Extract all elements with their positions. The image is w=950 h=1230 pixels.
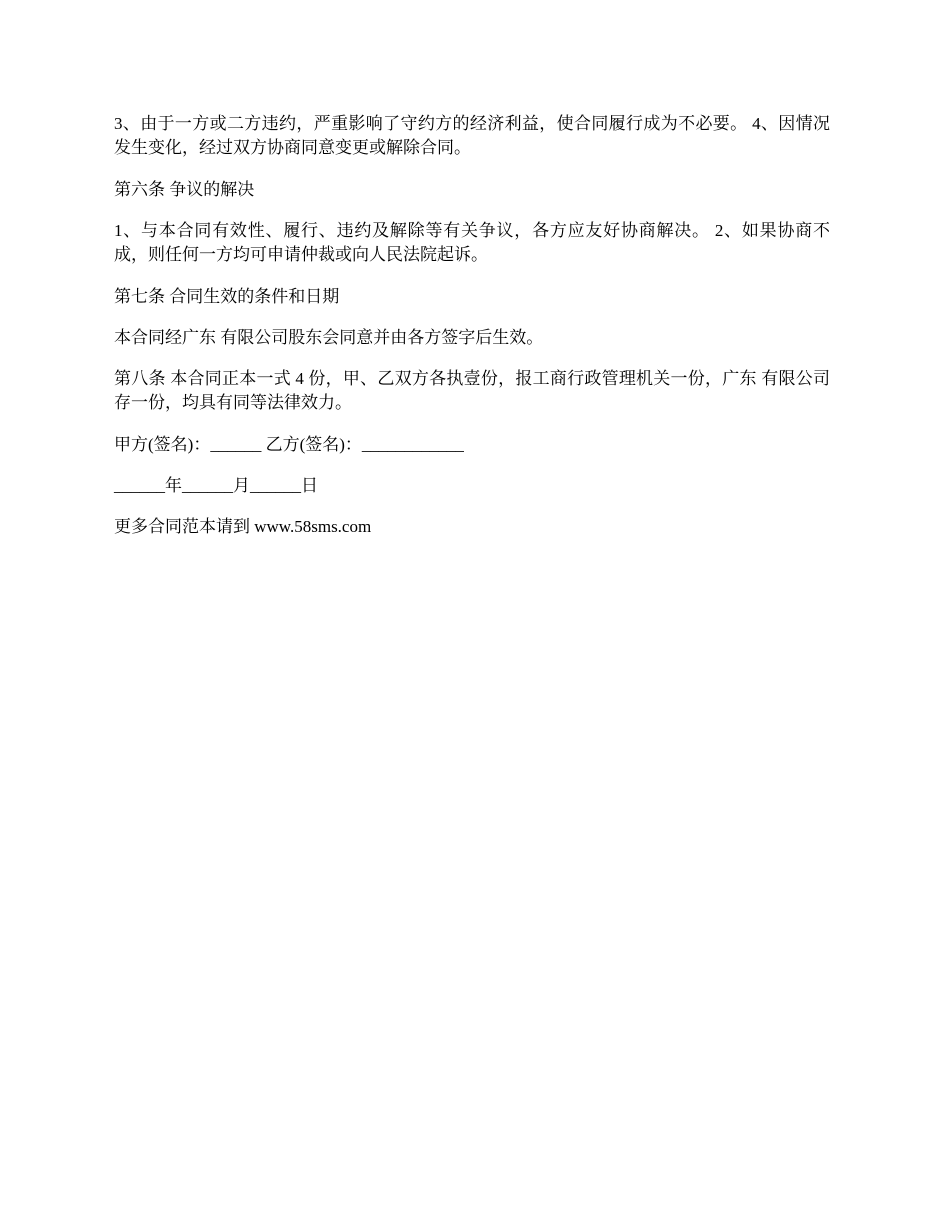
- article-seven-heading: 第七条 合同生效的条件和日期: [114, 287, 340, 306]
- document-body: [114, 112, 830, 556]
- article-eight-copies: 第八条 本合同正本一式 4 份，甲、乙双方各执壹份，报工商行政管理机关一份，广东 有限公司存一份，均具有同等法律效力。: [114, 369, 830, 412]
- article-six-heading: 第六条 争议的解决: [114, 180, 255, 199]
- clause-termination-conditions: 3、由于一方或二方违约，严重影响了守约方的经济利益，使合同履行成为不必要。 4、因情况发生变化，经过双方协商同意变更或解除合同。: [114, 114, 830, 157]
- clause-dispute-resolution: 1、与本合同有效性、履行、违约及解除等有关争议，各方应友好协商解决。 2、如果协商不成，则任何一方均可申请仲裁或向人民法院起诉。: [114, 221, 830, 264]
- signature-line: 甲方(签名)：______ 乙方(签名)：____________: [114, 435, 464, 454]
- footer-more-templates: 更多合同范本请到 www.58sms.com: [114, 517, 372, 536]
- clause-effectiveness: 本合同经广东 有限公司股东会同意并由各方签字后生效。: [114, 328, 544, 347]
- date-line: ______年______月______日: [114, 476, 318, 495]
